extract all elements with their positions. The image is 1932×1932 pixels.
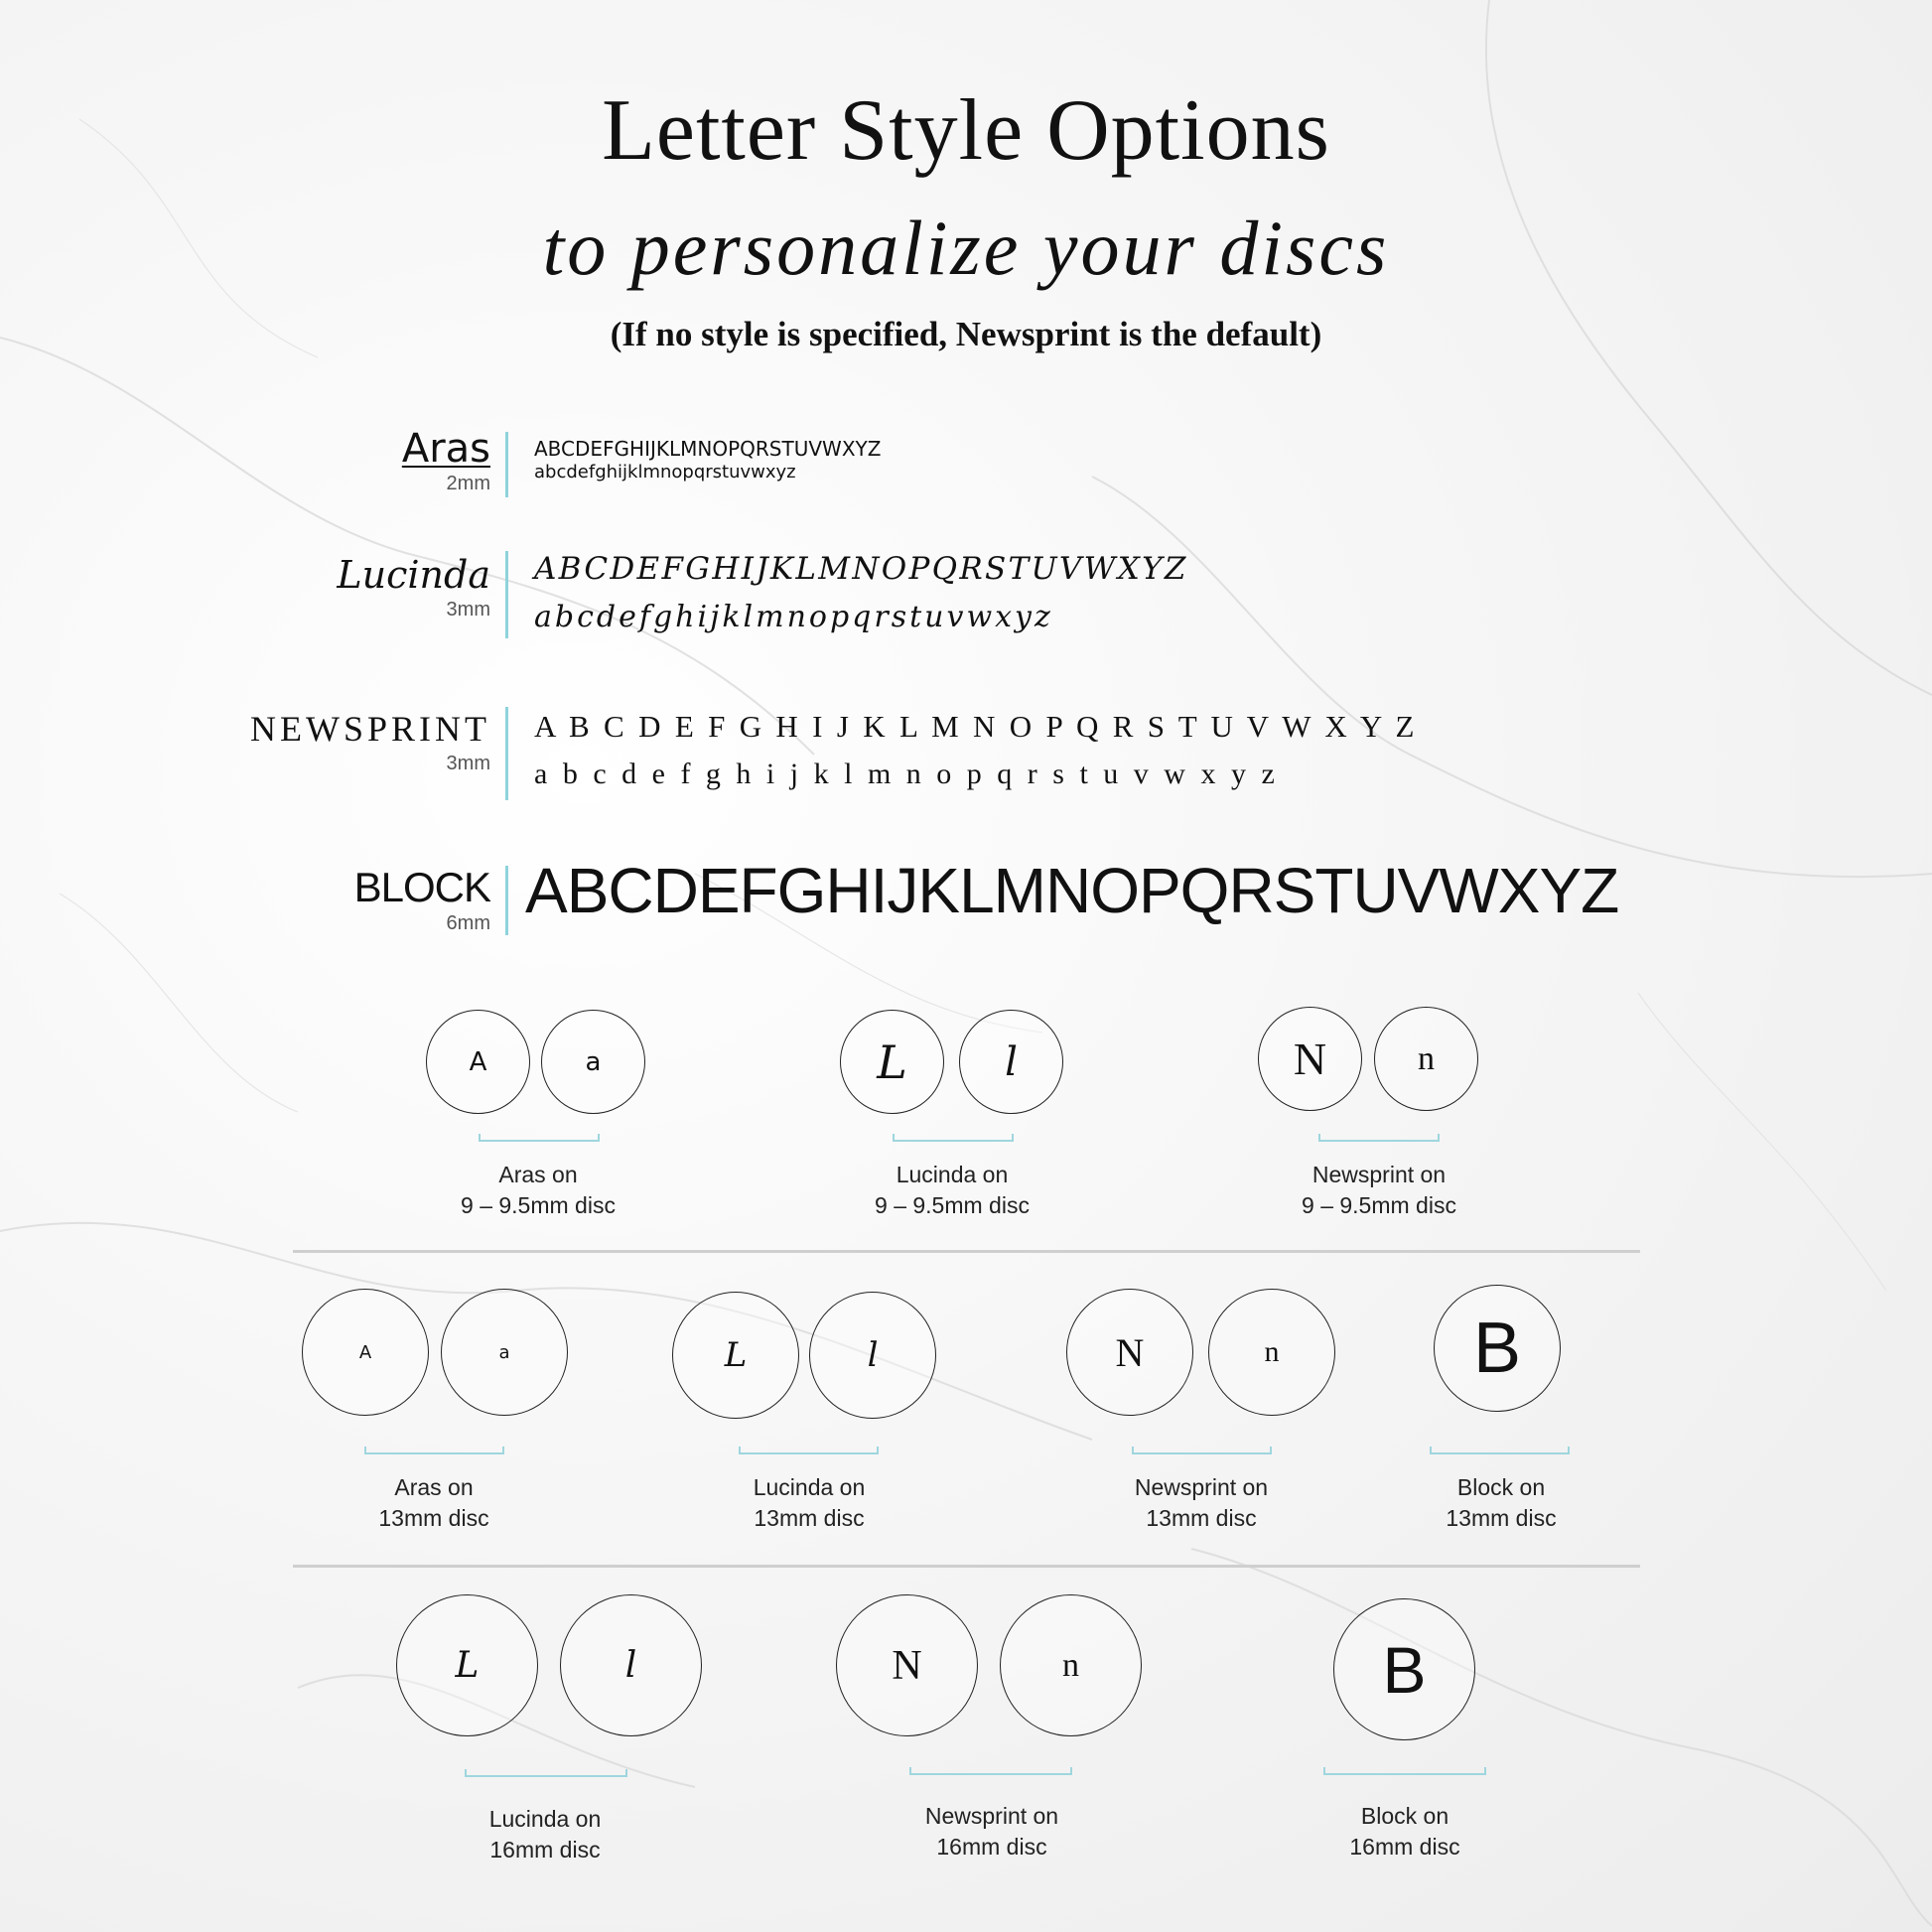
style-name-newsprint: NEWSPRINT: [250, 709, 490, 749]
caption-newsprint-16mm: Newsprint on 16mm disc: [924, 1803, 1059, 1860]
disc-newsprint-upper-16mm: [836, 1594, 978, 1736]
disc-lucinda-lower-9mm: [959, 1010, 1063, 1114]
disc-newsprint-upper-13mm: [1066, 1289, 1193, 1416]
disc-aras-upper-13mm: [302, 1289, 429, 1416]
disc-newsprint-lower-16mm: [1000, 1594, 1142, 1736]
sample-uppercase-aras: ABCDEFGHIJKLMNOPQRSTUVWXYZ: [534, 437, 882, 461]
disc-letter: B: [1472, 1309, 1522, 1388]
disc-newsprint-lower-13mm: [1208, 1289, 1335, 1416]
style-divider-aras: [505, 432, 508, 497]
disc-lucinda-upper-16mm: [396, 1594, 538, 1736]
disc-letter: a: [498, 1341, 510, 1363]
bracket-newsprint-16mm: [909, 1767, 1072, 1775]
disc-aras-lower-9mm: [541, 1010, 645, 1114]
disc-letter: a: [585, 1046, 602, 1077]
style-divider-newsprint: [505, 707, 508, 800]
disc-aras-upper-9mm: [426, 1010, 530, 1114]
disc-block-upper-16mm: [1333, 1598, 1475, 1740]
disc-block-upper-13mm: [1434, 1285, 1561, 1412]
disc-letter: N: [1293, 1034, 1327, 1084]
disc-lucinda-lower-13mm: [809, 1292, 936, 1419]
section-divider-1: [293, 1250, 1640, 1253]
caption-aras-13mm: Aras on 13mm disc: [378, 1474, 489, 1531]
disc-letter: l: [867, 1335, 879, 1375]
caption-lucinda-9mm: Lucinda on 9 – 9.5mm disc: [875, 1162, 1030, 1218]
sample-uppercase-lucinda: ABCDEFGHIJKLMNOPQRSTUVWXYZ: [534, 551, 1188, 587]
caption-lucinda-13mm: Lucinda on 13mm disc: [753, 1474, 866, 1531]
disc-letter: L: [455, 1645, 480, 1686]
disc-newsprint-upper-9mm: [1258, 1007, 1362, 1111]
style-name-block: BLOCK: [353, 864, 490, 910]
disc-letter: l: [624, 1645, 637, 1686]
sample-lowercase-newsprint: a b c d e f g h i j k l m n o p q r s t u v w x y z: [534, 758, 1279, 790]
disc-letter: L: [877, 1035, 907, 1089]
disc-letter: A: [469, 1046, 487, 1077]
disc-letter: l: [1005, 1038, 1018, 1085]
disc-letter: B: [1382, 1632, 1427, 1707]
disc-letter: n: [1418, 1039, 1435, 1077]
bracket-block-16mm: [1323, 1767, 1486, 1775]
disc-lucinda-lower-16mm: [560, 1594, 702, 1736]
default-style-note: (If no style is specified, Newsprint is the default): [610, 315, 1322, 353]
page-title: Letter Style Options: [602, 82, 1330, 179]
disc-aras-lower-13mm: [441, 1289, 568, 1416]
style-name-lucinda: Lucinda: [337, 553, 490, 597]
disc-letter: A: [358, 1341, 372, 1363]
caption-newsprint-13mm: Newsprint on 13mm disc: [1134, 1474, 1269, 1531]
page-subtitle: to personalize your discs: [542, 205, 1390, 291]
sample-uppercase-newsprint: A B C D E F G H I J K L M N O P Q R S T U V W X Y Z: [534, 709, 1418, 744]
bracket-lucinda-16mm: [465, 1769, 627, 1777]
section-divider-2: [293, 1565, 1640, 1568]
disc-lucinda-upper-9mm: [840, 1010, 944, 1114]
bracket-aras-9mm: [479, 1134, 600, 1142]
bracket-lucinda-9mm: [893, 1134, 1014, 1142]
disc-lucinda-upper-13mm: [672, 1292, 799, 1419]
style-size-newsprint: 3mm: [446, 753, 490, 774]
caption-aras-9mm: Aras on 9 – 9.5mm disc: [461, 1162, 616, 1218]
sample-lowercase-lucinda: abcdefghijklmnopqrstuvwxyz: [534, 600, 1053, 634]
style-size-aras: 2mm: [446, 473, 490, 494]
caption-lucinda-16mm: Lucinda on 16mm disc: [488, 1806, 602, 1863]
disc-letter: n: [1264, 1335, 1280, 1368]
disc-letter: N: [1115, 1329, 1145, 1375]
sample-uppercase-block: ABCDEFGHIJKLMNOPQRSTUVWXYZ: [525, 855, 1619, 926]
bracket-aras-13mm: [364, 1447, 504, 1454]
sample-lowercase-aras: abcdefghijklmnopqrstuvwxyz: [534, 462, 796, 483]
disc-letter: n: [1062, 1646, 1079, 1684]
bracket-newsprint-13mm: [1132, 1447, 1272, 1454]
caption-newsprint-9mm: Newsprint on 9 – 9.5mm disc: [1302, 1162, 1456, 1218]
disc-letter: L: [724, 1335, 748, 1375]
style-size-block: 6mm: [446, 912, 490, 934]
disc-newsprint-lower-9mm: [1374, 1007, 1478, 1111]
style-size-lucinda: 3mm: [446, 599, 490, 621]
caption-block-16mm: Block on 16mm disc: [1349, 1803, 1460, 1860]
caption-block-13mm: Block on 13mm disc: [1446, 1474, 1557, 1531]
disc-letter: N: [892, 1642, 922, 1689]
bracket-lucinda-13mm: [739, 1447, 879, 1454]
bracket-newsprint-9mm: [1318, 1134, 1440, 1142]
style-divider-block: [505, 866, 508, 935]
style-divider-lucinda: [505, 551, 508, 638]
bracket-block-13mm: [1430, 1447, 1570, 1454]
style-name-aras: Aras: [401, 426, 490, 472]
